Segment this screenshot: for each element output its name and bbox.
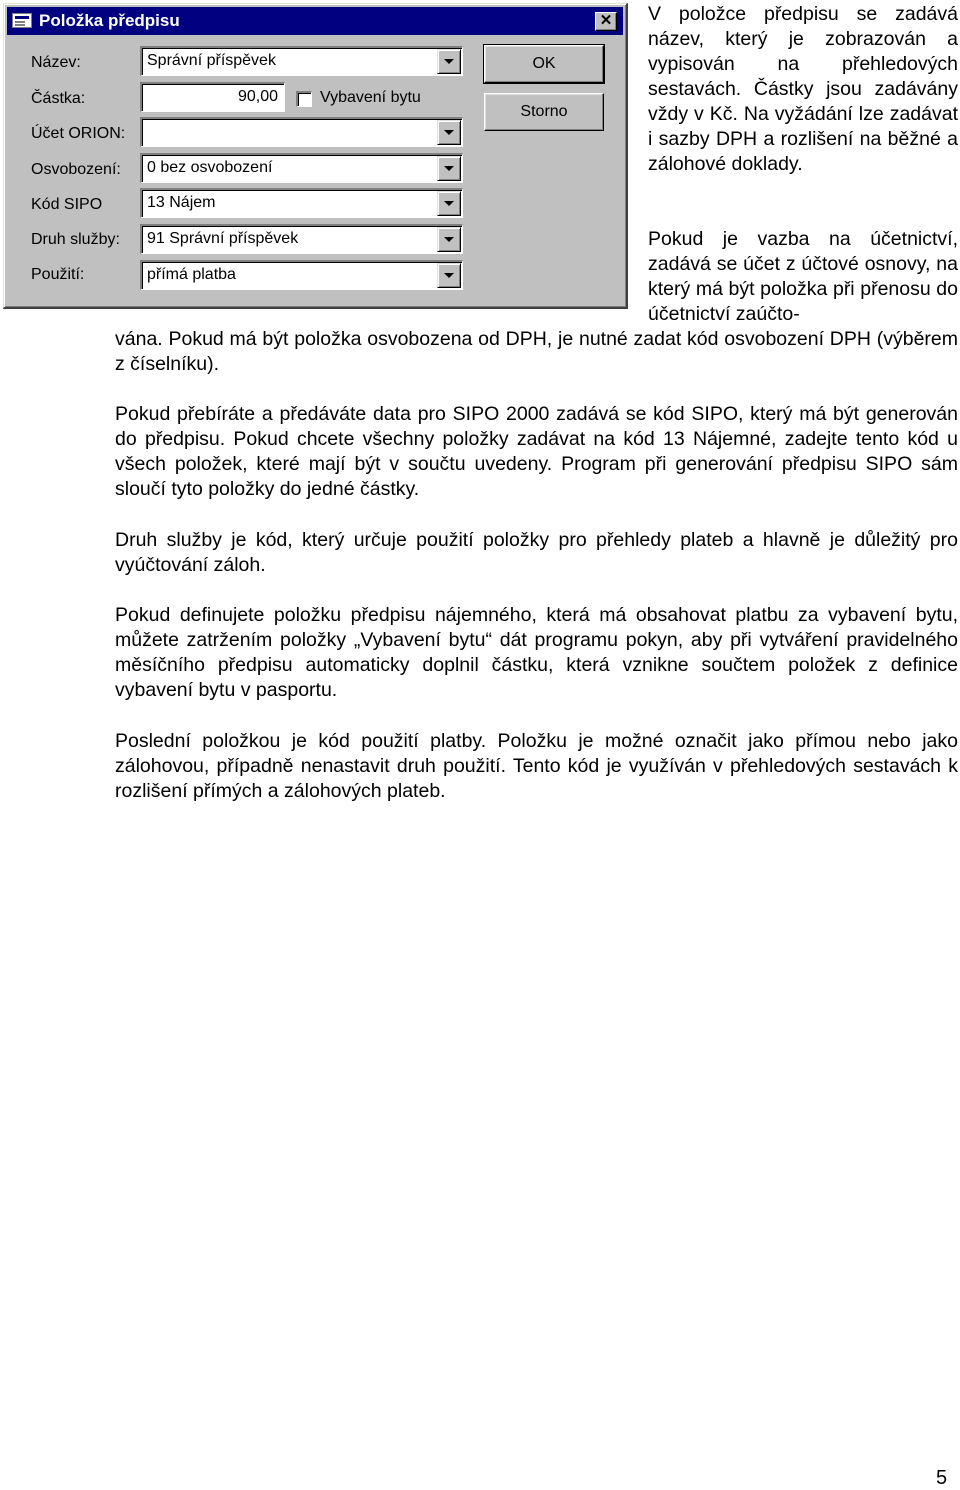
castka-value: 90,00: [237, 88, 278, 105]
kod-sipo-dropdown-button[interactable]: [437, 191, 461, 216]
chevron-down-icon: [444, 130, 454, 135]
castka-label: Částka:: [31, 90, 86, 107]
kod-sipo-label: Kód SIPO: [31, 196, 103, 213]
paragraph-vybaveni-bytu: Pokud definujete položku předpisu nájemného, která má obsahovat platbu za vybavení bytu, můžete zatržením položky „Vybavení bytu“ dát programu pokyn, aby při vytváření pravidelného měsíčního předpisu automaticky doplnil částku, která vznikne součtem položek z definice vybavení bytu v pasportu.: [115, 604, 958, 701]
pouziti-value: přímá platba: [147, 266, 236, 283]
ok-button[interactable]: OK: [484, 45, 604, 83]
osvobozeni-dropdown-button[interactable]: [437, 156, 461, 181]
ucet-orion-label: Účet ORION:: [31, 125, 126, 142]
ucet-orion-combobox[interactable]: [140, 117, 463, 147]
paragraph-druh-sluzby: Druh služby je kód, který určuje použití položky pro přehledy plateb a hlavně je důležitý pro vyúčtování záloh.: [115, 529, 958, 576]
osvobozeni-label: Osvobození:: [31, 161, 121, 178]
druh-sluzby-label: Druh služby:: [31, 231, 120, 248]
nazev-value: Správní příspěvek: [147, 52, 276, 69]
page-number: 5: [936, 1467, 948, 1489]
chevron-down-icon: [444, 166, 454, 171]
nazev-dropdown-button[interactable]: [437, 49, 461, 74]
side-paragraph-1: V položce předpisu se zadává název, který je zobrazován a vypisován na přehledových sestavách. Částky jsou zadávány vždy v Kč. Na vyžádání lze zadávat i sazby DPH a rozlišení na běžné a zálohové doklady.: [648, 3, 958, 175]
close-icon: ✕: [599, 12, 613, 29]
osvobozeni-combobox[interactable]: [140, 153, 463, 183]
dialog-titlebar: [7, 7, 623, 35]
nazev-label: Název:: [31, 54, 81, 71]
storno-button[interactable]: Storno: [484, 93, 604, 131]
pouziti-label: Použití:: [31, 266, 85, 283]
pouziti-combobox[interactable]: [140, 260, 463, 290]
vybaveni-bytu-label[interactable]: Vybavení bytu: [320, 89, 421, 106]
dialog-title: Položka předpisu: [39, 11, 180, 30]
polozka-predpisu-dialog: [3, 3, 628, 309]
paragraph-sipo: Pokud přebíráte a předáváte data pro SIPO 2000 zadává se kód SIPO, který má být generován do předpisu. Pokud chcete všechny položky zadávat na kód 13 Nájemné, zadejte tento kód u všech položek, které mají být v součtu uvedeny. Program při generování předpisu SIPO sám sloučí tyto položky do jedné částky.: [115, 403, 958, 500]
druh-sluzby-combobox[interactable]: [140, 224, 463, 254]
ucet-orion-dropdown-button[interactable]: [437, 120, 461, 145]
kod-sipo-value: 13 Nájem: [147, 194, 216, 211]
app-window-icon: [12, 13, 32, 28]
paragraph-2-continuation: vána. Pokud má být položka osvobozena od DPH, je nutné zadat kód osvobození DPH (výběrem z číselníku).: [115, 328, 958, 375]
druh-sluzby-value: 91 Správní příspěvek: [147, 230, 299, 247]
paragraph-pouziti: Poslední položkou je kód použití platby. Položku je možné označit jako přímou nebo jako zálohovou, případně nenastavit druh použití. Tento kód je využíván v přehledových sestavách k rozlišení přímých a zálohových plateb.: [115, 730, 958, 802]
vybaveni-bytu-checkbox[interactable]: [296, 91, 312, 107]
pouziti-dropdown-button[interactable]: [437, 263, 461, 288]
osvobozeni-value: 0 bez osvobození: [147, 159, 273, 176]
castka-input[interactable]: [140, 82, 285, 112]
side-paragraph-2: Pokud je vazba na účetnictví, zadává se účet z účtové osnovy, na který má být položka při přenosu do účetnictví zaúčto-: [648, 228, 958, 325]
close-button[interactable]: [595, 12, 617, 31]
nazev-combobox[interactable]: [140, 46, 463, 76]
chevron-down-icon: [444, 273, 454, 278]
chevron-down-icon: [444, 59, 454, 64]
kod-sipo-combobox[interactable]: [140, 188, 463, 218]
druh-sluzby-dropdown-button[interactable]: [437, 227, 461, 252]
chevron-down-icon: [444, 237, 454, 242]
chevron-down-icon: [444, 201, 454, 206]
